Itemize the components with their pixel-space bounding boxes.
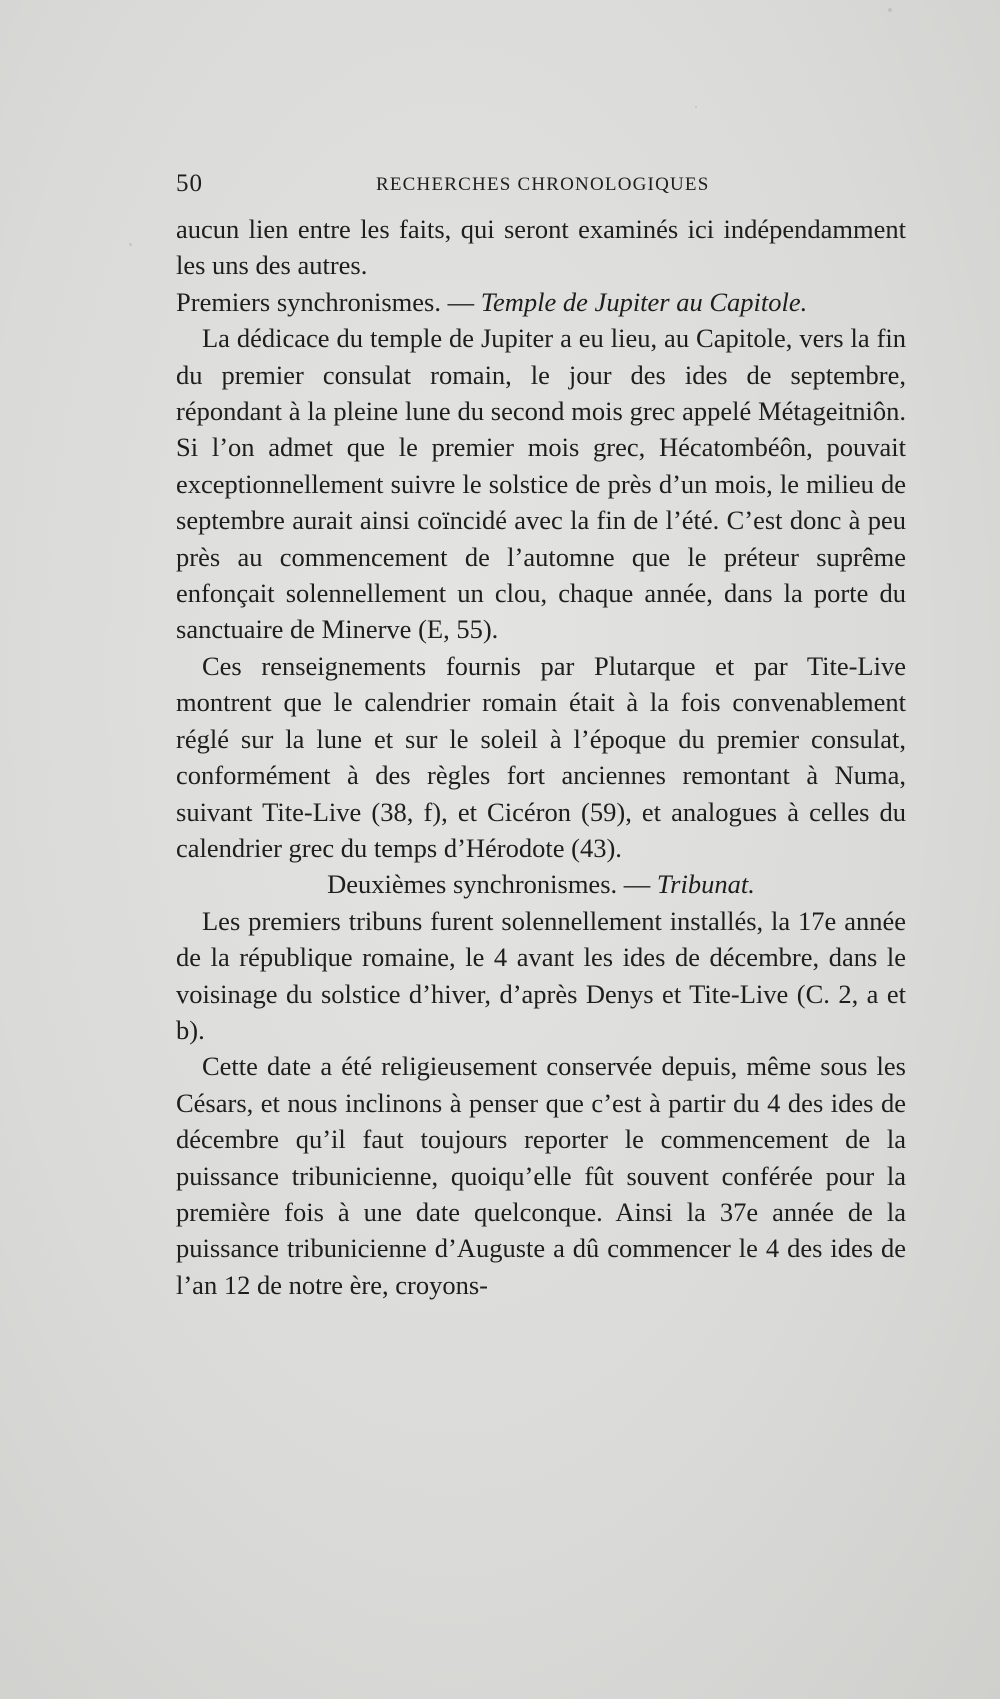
paragraph: Ces renseignements fournis par Plutarque et par Tite-Live montrent que le calendrier romain était à la fois convenablement réglé sur la lune et sur le soleil à l’époque du premier consulat, conformément à des règles fort anciennes remontant à Numa, suivant Tite-Live (38, f), et Cicéron (59), et analogues à celles du calendrier grec du temps d’Hérodote (43). bbox=[176, 650, 906, 863]
section-heading-lead: Deuxièmes synchronismes. — bbox=[327, 869, 657, 900]
section-heading-title: Tribunat. bbox=[656, 869, 755, 900]
page-number: 50 bbox=[176, 170, 203, 197]
running-title: RECHERCHES CHRONOLOGIQUES bbox=[376, 174, 710, 195]
paragraph: La dédicace du temple de Jupiter a eu lieu, au Capitole, vers la fin du premier consulat romain, le jour des ides de septembre, répondant à la pleine lune du second mois grec appelé Métageitniôn. Si l’on admet que le premier mois grec, Hécatombéôn, pouvait exceptionnellement suivre le solstice de près d’un mois, le milieu de septembre aurait ainsi coïncidé avec la fin de l’été. C’est donc à peu près au commencement de l’automne que le préteur suprême enfonçait solennellement un clou, chaque année, dans la porte du sanctuaire de Minerve (E, 55). bbox=[176, 323, 906, 645]
paragraph: aucun lien entre les faits, qui seront examinés ici indépendamment les uns des autres. bbox=[176, 214, 906, 281]
paragraph: Cette date a été religieusement conservée depuis, même sous les Césars, et nous inclinons à penser que c’est à partir du 4 des ides de décembre qu’il faut toujours reporter le commencement de la puissance tribunicienne, quoiqu’elle fût souvent conférée pour la première fois à une date quelconque. Ainsi la 37e année de la puissance tribunicienne d’Auguste a dû commencer le 4 des ides de l’an 12 de notre ère, croyons- bbox=[176, 1051, 906, 1300]
page-header bbox=[176, 170, 906, 204]
section-heading-lead: Premiers synchronismes. — bbox=[176, 286, 481, 317]
section-heading bbox=[176, 866, 906, 902]
section-heading-title: Temple de Jupiter au Capitole. bbox=[480, 286, 808, 317]
paper-speck bbox=[888, 8, 892, 12]
paragraph: Les premiers tribuns furent solennellement installés, la 17e année de la république romaine, le 4 avant les ides de décembre, dans le voisinage du solstice d’hiver, d’après Denys et Tite-Live (C. 2, a et b). bbox=[176, 905, 906, 1045]
paper-speck bbox=[129, 243, 132, 246]
page-body bbox=[176, 211, 906, 1303]
section-heading bbox=[176, 284, 906, 320]
paper-speck bbox=[695, 106, 697, 108]
